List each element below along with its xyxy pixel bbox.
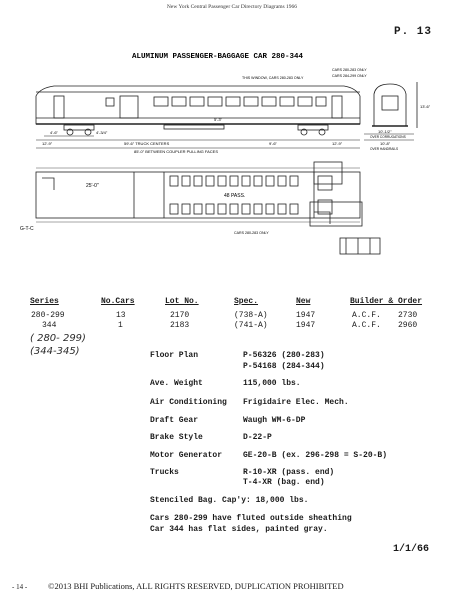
spec-floor-plan-value: P-56326 (280-283): [243, 351, 325, 360]
car-diagram: [14, 44, 434, 274]
spec-air-value: Frigidaire Elec. Mech.: [243, 398, 349, 407]
dim-2: 4'-3/4": [96, 130, 108, 135]
dim-8: 13'-6": [420, 104, 431, 109]
cars-note-1: CARS 280-283 ONLY: [332, 68, 367, 72]
revision-date: 1/1/66: [393, 544, 430, 555]
plan-4: CARS 280-283 ONLY: [234, 231, 269, 235]
floor-plan: [36, 168, 360, 222]
spec-floor-plan-value-2: P-54168 (284-344): [243, 362, 325, 371]
side-elevation: [36, 86, 360, 135]
dim-7: 12'-9": [332, 141, 343, 146]
dim-10: OVER CORRUGATIONS: [370, 135, 406, 139]
row2-new: 1947: [296, 321, 316, 330]
plan-1: 25'-0": [86, 183, 99, 189]
plan-2: 48 PASS.: [224, 193, 246, 199]
end-elevation: [372, 82, 417, 128]
stenciled-capacity: Stenciled Bag. Cap'y: 18,000 lbs.: [150, 496, 309, 505]
note-2: Car 344 has flat sides, painted gray.: [150, 525, 328, 534]
spec-weight-value: 115,000 lbs.: [243, 379, 301, 388]
row2-no-cars: 1: [118, 321, 123, 330]
col-builder-header: Builder & Order: [350, 297, 423, 306]
dimension-lines: [36, 134, 414, 148]
dim-1: 4'-6": [50, 130, 58, 135]
footer-page-number: - 14 -: [12, 583, 28, 591]
spec-brake-label: Brake Style: [150, 433, 203, 442]
spec-draft-value: Waugh WM-6-DP: [243, 416, 306, 425]
running-header: New York Central Passenger Car Directory Diagrams 1966: [166, 4, 298, 10]
row2-order: 2960: [398, 321, 418, 330]
bottom-detail: [340, 238, 380, 254]
plan-3: G-T-C: [20, 226, 34, 232]
row1-builder: A.C.F.: [352, 311, 381, 320]
col-lot-no-header: Lot No.: [165, 297, 199, 306]
row1-spec: (738-A): [234, 311, 268, 320]
dim-11: 10'-8": [380, 141, 391, 146]
dim-4: 59'-6" TRUCK CENTERS: [124, 141, 170, 146]
spec-weight-label: Ave. Weight: [150, 379, 203, 388]
handwritten-note-2: (344-345): [30, 346, 80, 357]
col-no-cars-header: No.Cars: [101, 297, 135, 306]
row1-no-cars: 13: [116, 311, 126, 320]
row2-lot: 2183: [170, 321, 190, 330]
page-number: P. 13: [394, 26, 433, 38]
row1-series: 280-299: [31, 311, 65, 320]
spec-brake-value: D-22-P: [243, 433, 272, 442]
diagram-title: ALUMINUM PASSENGER-BAGGAGE CAR 280-344: [132, 53, 304, 61]
spec-motor-value: GE-20-B (ex. 296-298 = S-20-B): [243, 451, 388, 460]
dim-9: 10'-1/2": [378, 129, 392, 134]
spec-trucks-value: R-10-XR (pass. end): [243, 468, 335, 477]
dim-6: 9'-6": [269, 141, 277, 146]
handwritten-note-1: ( 280- 299): [30, 333, 86, 344]
footer-copyright: ©2013 BHI Publications, ALL RIGHTS RESERVED, DUPLICATION PROHIBITED: [48, 581, 344, 591]
spec-trucks-label: Trucks: [150, 468, 179, 477]
cars-note-2: CARS 284-299 ONLY: [332, 74, 367, 78]
row2-spec: (741-A): [234, 321, 268, 330]
row1-new: 1947: [296, 311, 316, 320]
dim-3: 12'-9": [42, 141, 53, 146]
col-series-header: Series: [30, 297, 59, 306]
row2-series: 344: [42, 321, 57, 330]
spec-floor-plan-label: Floor Plan: [150, 351, 199, 360]
window-note: THIS WINDOW, CARS 280-283 ONLY: [242, 76, 304, 80]
spec-draft-label: Draft Gear: [150, 416, 199, 425]
col-new-header: New: [296, 297, 311, 306]
spec-trucks-value-2: T-4-XR (bag. end): [243, 478, 325, 487]
row1-lot: 2170: [170, 311, 190, 320]
row1-order: 2730: [398, 311, 418, 320]
spec-air-label: Air Conditioning: [150, 398, 227, 407]
dim-12: OVER HANDRAILS: [370, 147, 399, 151]
spec-motor-label: Motor Generator: [150, 451, 223, 460]
dim-13: 5'-3": [214, 117, 222, 122]
dim-5: 85'-0" BETWEEN COUPLER PULLING FACES: [134, 149, 218, 154]
col-spec-header: Spec.: [234, 297, 259, 306]
note-1: Cars 280-299 have fluted outside sheathing: [150, 514, 352, 523]
row2-builder: A.C.F.: [352, 321, 381, 330]
